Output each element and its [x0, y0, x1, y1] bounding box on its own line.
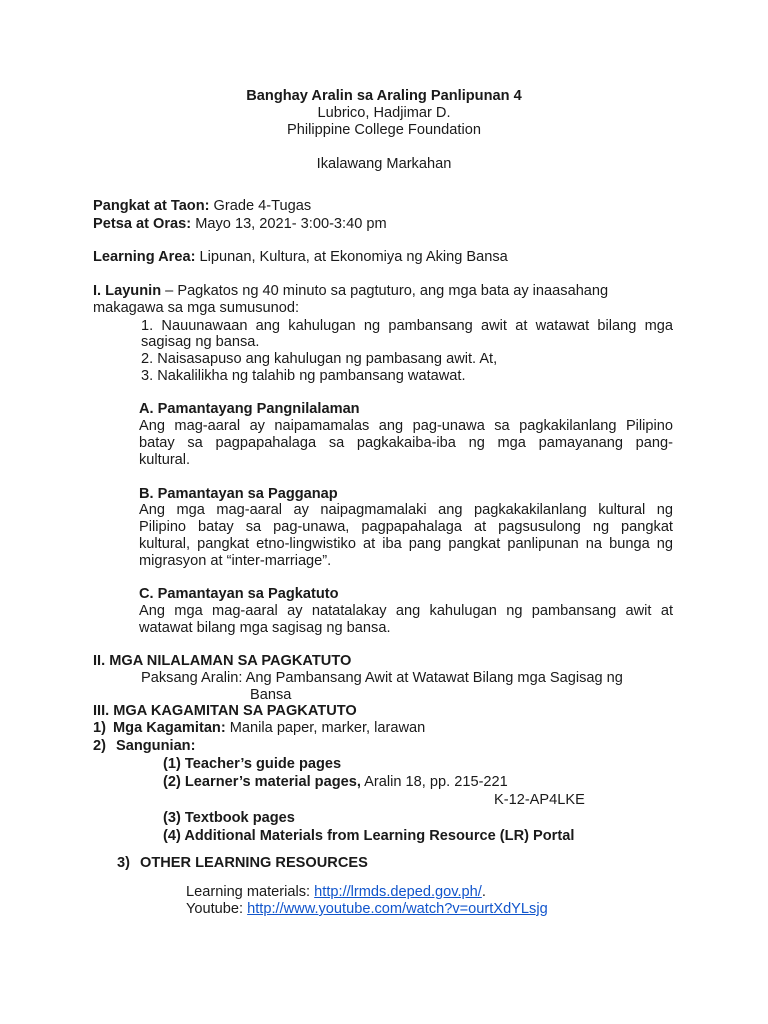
petsa-value: Mayo 13, 2021- 3:00-3:40 pm	[191, 216, 387, 232]
paksang-aralin: Paksang Aralin: Ang Pambansang Awit at Watawat Bilang mga Sagisag ng	[141, 670, 623, 686]
sub-2-label: (2) Learner’s material pages,	[163, 774, 361, 790]
layunin-line	[93, 283, 608, 300]
objective-3: 3. Nakalilikha ng talahib ng pambansang watawat.	[141, 368, 466, 384]
objective-2: 2. Naisasapuso ang kahulugan ng pambasang awit. At,	[141, 351, 498, 367]
section-c-text-2: watawat bilang mga sagisag ng bansa.	[139, 620, 391, 636]
section-a-text-2: batay sa pagpapahalaga sa pagkakaiba-iba ng mga pamayanang pang-	[139, 435, 673, 451]
item-2-label: Sangunian:	[116, 738, 196, 754]
kagamitan-heading: III. MGA KAGAMITAN SA PAGKATUTO	[93, 703, 357, 719]
learning-materials-line	[186, 884, 486, 901]
sangunian-sub-3: (3) Textbook pages	[163, 810, 295, 826]
section-b-text-2: Pilipino batay sa pag-unawa, pagpapahalaga at pagsusulong ng pangkat	[139, 519, 673, 535]
layunin-text: – Pagkatos ng 40 minuto sa pagtuturo, ang mga bata ay inaasahang	[161, 283, 609, 299]
objective-1-cont: sagisag ng bansa.	[141, 334, 260, 350]
petsa-line	[93, 216, 387, 233]
learning-area-value: Lipunan, Kultura, at Ekonomiya ng Aking Bansa	[195, 249, 508, 265]
youtube-link[interactable]: http://www.youtube.com/watch?v=ourtXdYLsjg	[247, 901, 548, 917]
sangunian-sub-1: (1) Teacher’s guide pages	[163, 756, 342, 772]
layunin-label: I. Layunin	[93, 283, 162, 299]
item-1-label: Mga Kagamitan:	[113, 720, 226, 736]
pangkat-line	[93, 198, 311, 215]
section-b-text-4: migrasyon at “inter-marriage”.	[139, 553, 332, 569]
lrmds-link[interactable]: http://lrmds.deped.gov.ph/	[314, 884, 482, 900]
layunin-text-2: makagawa sa mga sumusunod:	[93, 300, 300, 316]
learning-materials-label: Learning materials:	[186, 884, 315, 900]
pangkat-value: Grade 4-Tugas	[209, 198, 312, 214]
youtube-label: Youtube:	[186, 901, 248, 917]
document-title: Banghay Aralin sa Araling Panlipunan 4	[246, 88, 522, 104]
nilalaman-heading: II. MGA NILALAMAN SA PAGKATUTO	[93, 653, 352, 669]
learning-area-line	[93, 249, 508, 266]
sangunian-sub-2	[163, 774, 508, 791]
item-1-value: Manila paper, marker, larawan	[225, 720, 426, 736]
quarter-label: Ikalawang Markahan	[316, 156, 452, 172]
kagamitan-item-3	[117, 855, 368, 872]
item-3-number: 3)	[117, 855, 130, 871]
item-1-number: 1)	[93, 720, 106, 736]
section-c-heading: C. Pamantayan sa Pagkatuto	[139, 586, 339, 602]
school-name: Philippine College Foundation	[287, 122, 481, 138]
kagamitan-item-1	[93, 720, 425, 737]
section-c-text-1: Ang mga mag-aaral ay natatalakay ang kahulugan ng pambansang awit at	[139, 603, 673, 619]
youtube-line	[186, 901, 548, 918]
petsa-label: Petsa at Oras:	[93, 216, 192, 232]
item-3-label: OTHER LEARNING RESOURCES	[140, 855, 368, 871]
section-a-text-3: kultural.	[139, 452, 191, 468]
sangunian-sub-4: (4) Additional Materials from Learning Resource (LR) Portal	[163, 828, 575, 844]
kagamitan-item-2	[93, 738, 195, 755]
section-a-text-1: Ang mag-aaral ay naipamamalas ang pag-unawa sa pagkakilanlang Pilipino	[139, 418, 673, 434]
author-name: Lubrico, Hadjimar D.	[317, 105, 451, 121]
item-2-number: 2)	[93, 738, 106, 754]
section-b-text-1: Ang mga mag-aaral ay naipagmamalaki ang pagkakakilanlang kultural ng	[139, 502, 673, 518]
sub-2-code: K-12-AP4LKE	[494, 792, 585, 808]
section-b-heading: B. Pamantayan sa Pagganap	[139, 486, 338, 502]
objective-1: 1. Nauunawaan ang kahulugan ng pambansang awit at watawat bilang mga	[141, 318, 673, 334]
section-a-heading: A. Pamantayang Pangnilalaman	[139, 401, 360, 417]
learning-materials-end: .	[481, 884, 486, 900]
paksang-aralin-cont: Bansa	[250, 687, 292, 703]
learning-area-label: Learning Area:	[93, 249, 196, 265]
pangkat-label: Pangkat at Taon:	[93, 198, 210, 214]
section-b-text-3: kultural, pangkat etno-lingwistiko at iba pang pangkat panlipunan na bunga ng	[139, 536, 673, 552]
sub-2-value: Aralin 18, pp. 215-221	[360, 774, 508, 790]
